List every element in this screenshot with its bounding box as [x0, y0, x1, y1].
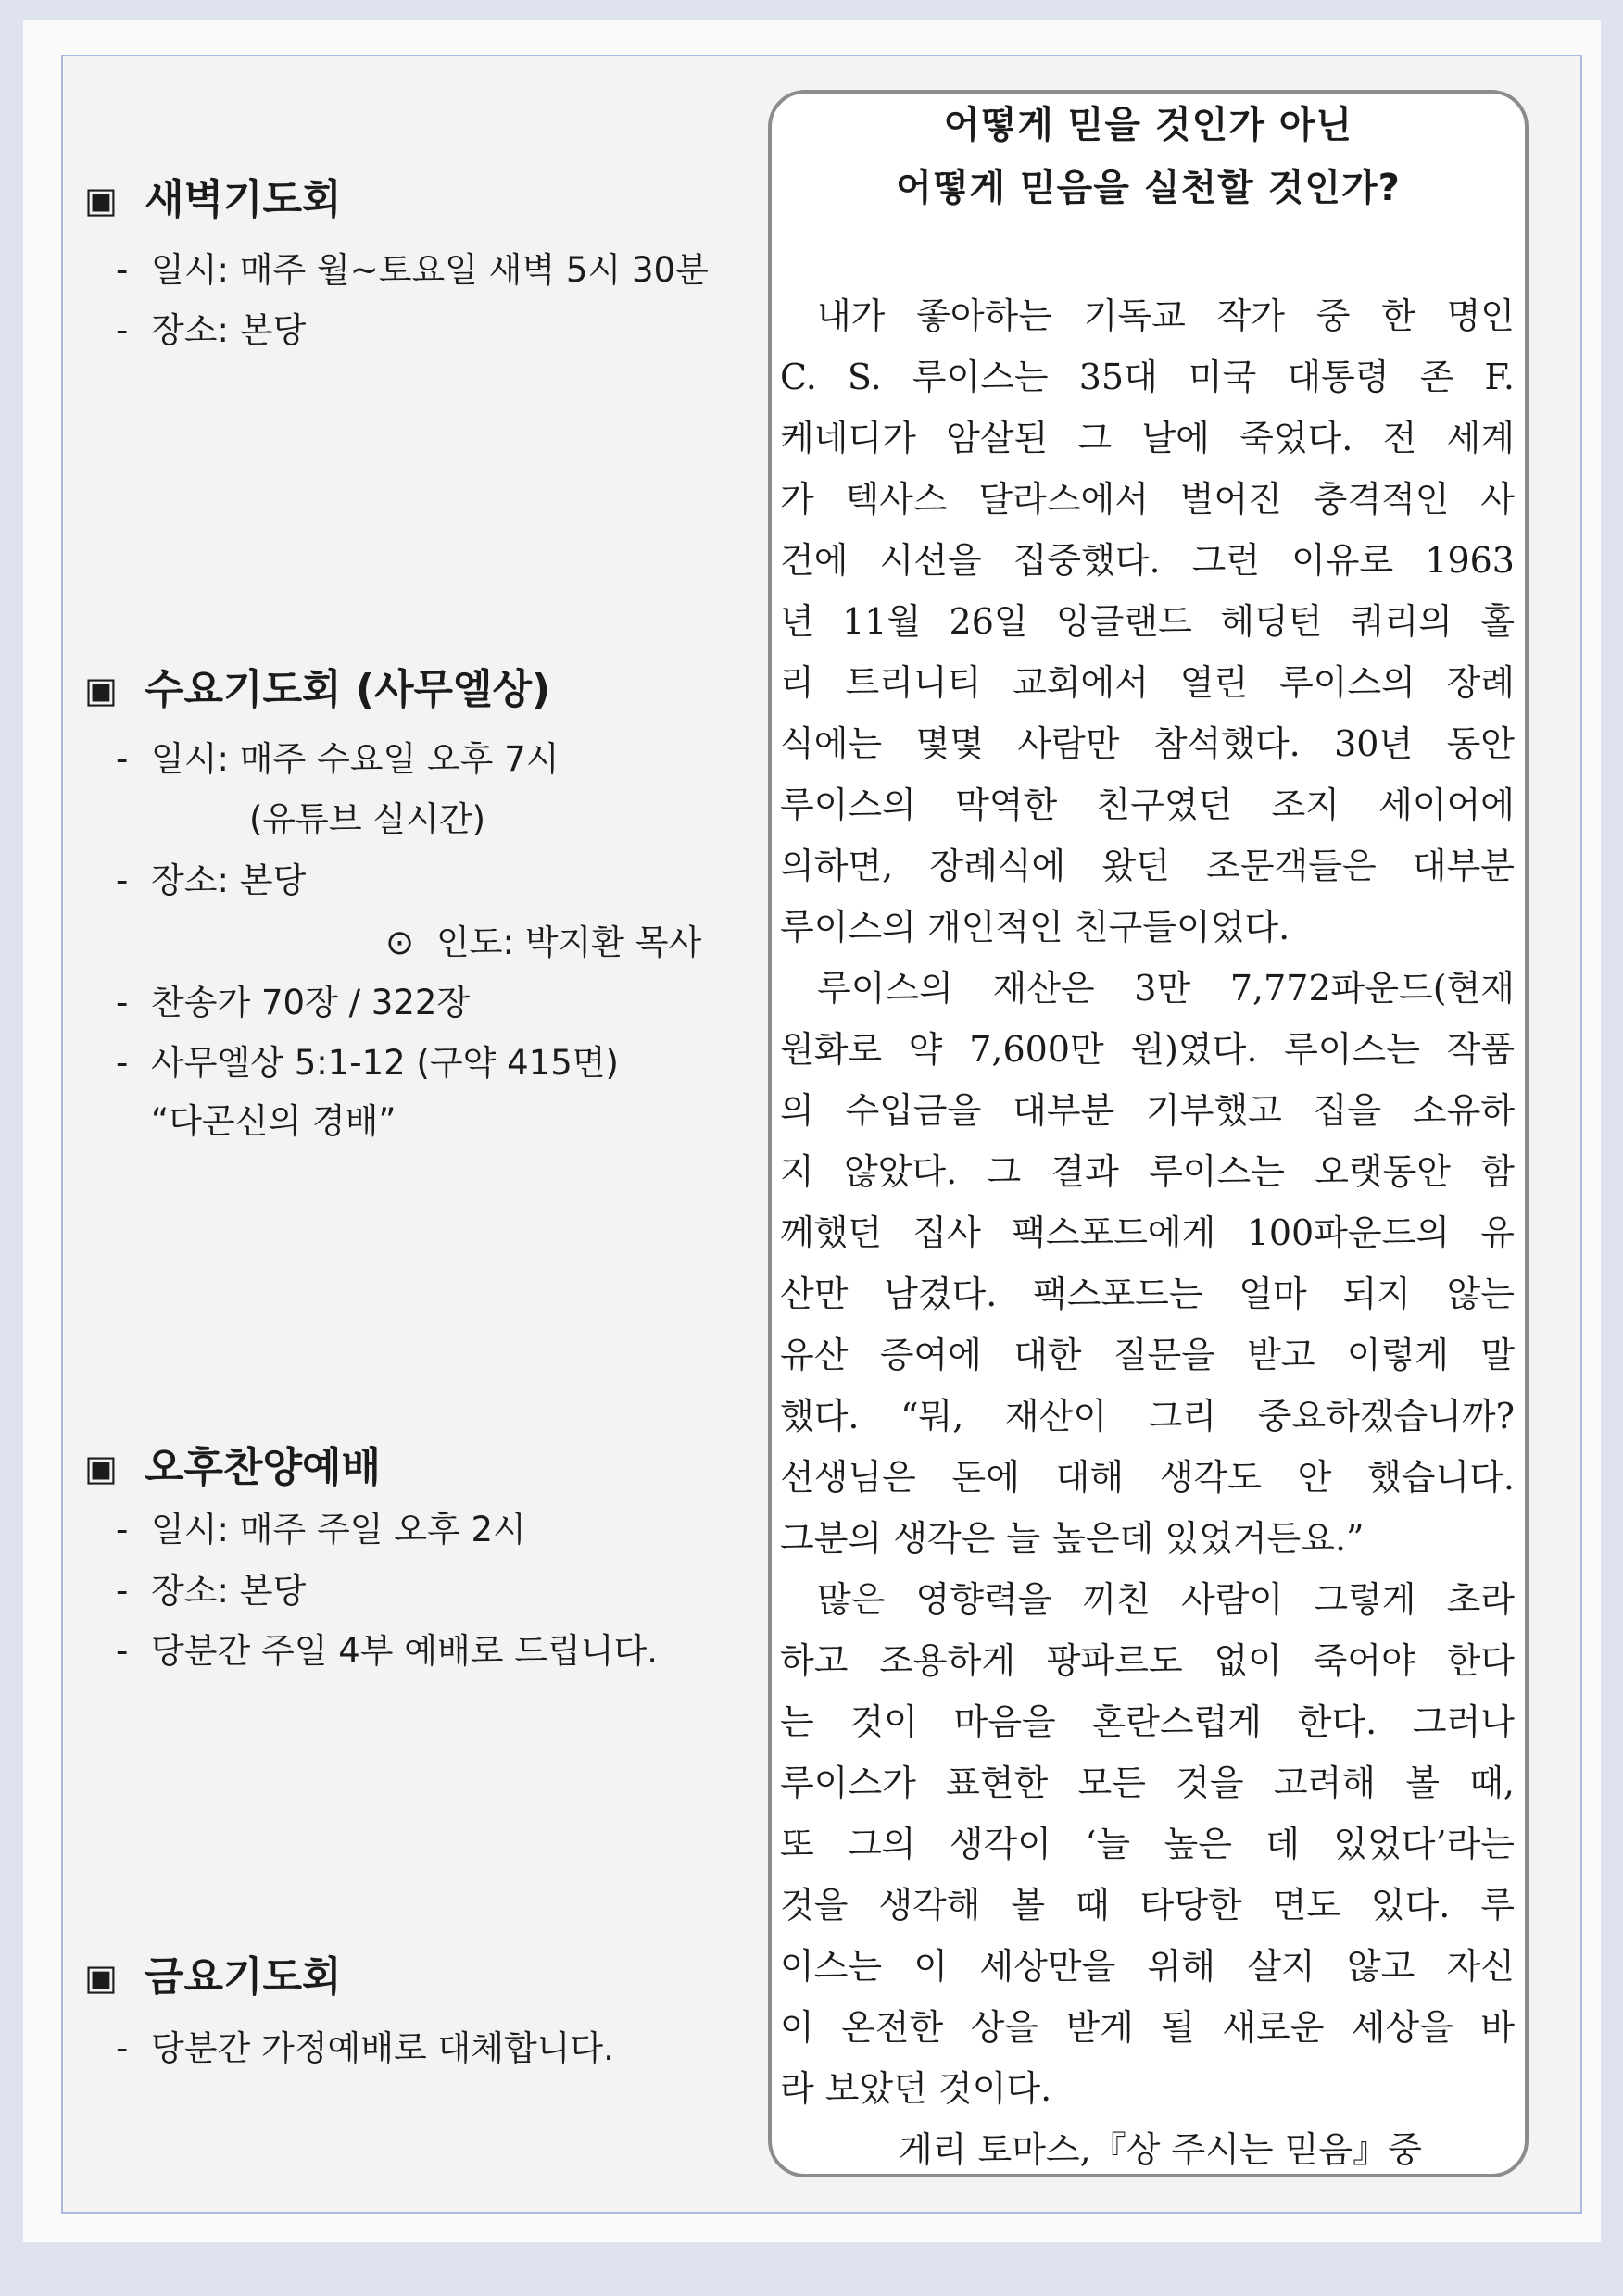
section-title: 금요기도회: [145, 1953, 342, 2001]
article-line: 하고 조용하게 팡파르도 없이 죽어야 한다: [780, 1640, 1515, 1681]
schedule-item: [116, 850, 755, 911]
schedule-item: [116, 1499, 755, 1561]
dawn-prayer-heading: [84, 169, 751, 231]
schedule-item-text: 찬송가 70장 / 322장: [151, 983, 471, 1023]
schedule-item: [116, 972, 755, 1034]
schedule-item: [116, 1033, 755, 1094]
dash-bullet: -: [116, 1631, 129, 1671]
friday-prayer-heading: [84, 1947, 751, 2008]
article-line: 했다. “뭐, 재산이 그리 중요하겠습니까?: [780, 1396, 1515, 1437]
article-line: 의하면, 장례식에 왔던 조문객들은 대부분: [780, 846, 1515, 886]
article-line: 선생님은 돈에 대해 생각도 안 했습니다.: [780, 1457, 1515, 1498]
schedule-item-text: 일시: 매주 주일 오후 2시: [151, 1510, 526, 1549]
dash-bullet: -: [116, 983, 129, 1023]
article-line: 루이스가 표현한 모든 것을 고려해 볼 때,: [780, 1763, 1515, 1803]
square-bullet-icon: ▣: [84, 180, 118, 220]
article-line: 또 그의 생각이 ‘늘 높은 데 있었다’라는: [780, 1824, 1515, 1864]
article-body: [780, 285, 1515, 2175]
article-line: 건에 시선을 집중했다. 그런 이유로 1963: [780, 540, 1515, 581]
article-line: 루이스의 개인적인 친구들이었다.: [780, 907, 1290, 947]
dash-bullet: -: [116, 2028, 129, 2068]
section-title: 수요기도회 (사무엘상): [145, 666, 551, 713]
article-line: 내가 좋아하는 기독교 작가 중 한 명인: [817, 295, 1515, 336]
article-line: 는 것이 마음을 혼란스럽게 한다. 그러나: [780, 1701, 1515, 1742]
dash-bullet: -: [116, 310, 129, 350]
schedule-item-text: 장소: 본당: [151, 1571, 307, 1611]
dash-bullet: -: [116, 1510, 129, 1549]
article-line: 의 수입금을 대부분 기부했고 집을 소유하: [780, 1090, 1515, 1131]
article-paragraph: [780, 958, 1515, 1569]
schedule-item-text: 일시: 매주 수요일 오후 7시: [151, 739, 560, 779]
section-title: 오후찬양예배: [145, 1444, 382, 1491]
article-line: C. S. 루이스는 35대 미국 대통령 존 F.: [780, 357, 1515, 397]
article-paragraph: [780, 285, 1515, 958]
article-line: 께했던 집사 팩스포드에게 100파운드의 유: [780, 1212, 1515, 1253]
dash-bullet: -: [116, 1571, 129, 1611]
schedule-item-text: 당분간 주일 4부 예배로 드립니다.: [151, 1631, 658, 1671]
square-bullet-icon: ▣: [84, 1448, 118, 1488]
article-line: 리 트리니티 교회에서 열린 루이스의 장례: [780, 662, 1515, 703]
sermon-title: [151, 1091, 753, 1152]
circled-dot-icon: ⊙: [385, 922, 415, 962]
schedule-item: [116, 2018, 755, 2079]
dash-bullet: -: [116, 250, 129, 290]
dash-bullet: -: [116, 1043, 129, 1083]
wednesday-prayer-heading: [84, 659, 751, 721]
article-line: 루이스의 막역한 친구였던 조지 세이어에: [780, 784, 1515, 825]
article-box: [768, 90, 1529, 2177]
schedule-item: [116, 1561, 755, 1622]
article-attribution: 게리 토마스,『상 주시는 믿음』중: [899, 2129, 1422, 2170]
article-line: 년 11월 26일 잉글랜드 헤딩턴 쿼리의 홀: [780, 601, 1515, 642]
article-line: 루이스의 재산은 3만 7,772파운드(현재: [817, 968, 1515, 1009]
schedule-item: [116, 1621, 755, 1682]
dash-bullet: -: [116, 860, 129, 900]
dash-bullet: -: [116, 739, 129, 779]
schedule-item: [116, 729, 755, 790]
article-line: 라 보았던 것이다.: [780, 2068, 1052, 2109]
section-title: 새벽기도회: [145, 176, 342, 223]
schedule-item-text: (유튜브 실시간): [249, 799, 486, 839]
sermon-title-text: “다곤신의 경배”: [151, 1101, 396, 1141]
article-line: 지 않았다. 그 결과 루이스는 오랫동안 함: [780, 1151, 1515, 1192]
schedule-item-text: 일시: 매주 월~토요일 새벽 5시 30분: [151, 250, 709, 290]
article-line: 케네디가 암살된 그 날에 죽었다. 전 세계: [780, 418, 1515, 458]
article-title-line: 어떻게 믿을 것인가 아닌: [943, 104, 1353, 146]
article-line: 산만 남겼다. 팩스포드는 얼마 되지 않는: [780, 1273, 1515, 1314]
leader-item: [385, 912, 756, 973]
leader-item-text: 인도: 박지환 목사: [436, 922, 702, 962]
article-line: 이스는 이 세상만을 위해 살지 않고 자신: [780, 1946, 1515, 1987]
article-title-line: 어떻게 믿음을 실천할 것인가?: [896, 167, 1401, 209]
schedule-item-text: 장소: 본당: [151, 860, 307, 900]
square-bullet-icon: ▣: [84, 1957, 118, 1998]
schedule-item-text: 당분간 가정예배로 대체합니다.: [151, 2028, 614, 2068]
article-line: 유산 증여에 대한 질문을 받고 이렇게 말: [780, 1335, 1515, 1375]
schedule-item-continuation: [249, 789, 749, 850]
schedule-item-text: 사무엘상 5:1-12 (구약 415면): [151, 1043, 619, 1083]
article-line: 가 텍사스 달라스에서 벌어진 충격적인 사: [780, 479, 1515, 520]
afternoon-praise-service-heading: [84, 1437, 751, 1499]
schedule-column: [61, 55, 768, 2214]
square-bullet-icon: ▣: [84, 670, 118, 710]
article-line: 식에는 몇몇 사람만 참석했다. 30년 동안: [780, 723, 1515, 764]
article-line: 것을 생각해 볼 때 타당한 면도 있다. 루: [780, 1885, 1515, 1926]
schedule-item: [116, 300, 755, 361]
article-line: 많은 영향력을 끼친 사람이 그렇게 초라: [817, 1579, 1515, 1620]
article-line: 원화로 약 7,600만 원)였다. 루이스는 작품: [780, 1029, 1515, 1070]
article-paragraph: [780, 1569, 1515, 2119]
schedule-item-text: 장소: 본당: [151, 310, 307, 350]
schedule-item: [116, 240, 755, 301]
article-line: 그분의 생각은 늘 높은데 있었거든요.”: [780, 1518, 1365, 1559]
article-line: 이 온전한 상을 받게 될 새로운 세상을 바: [780, 2007, 1515, 2048]
